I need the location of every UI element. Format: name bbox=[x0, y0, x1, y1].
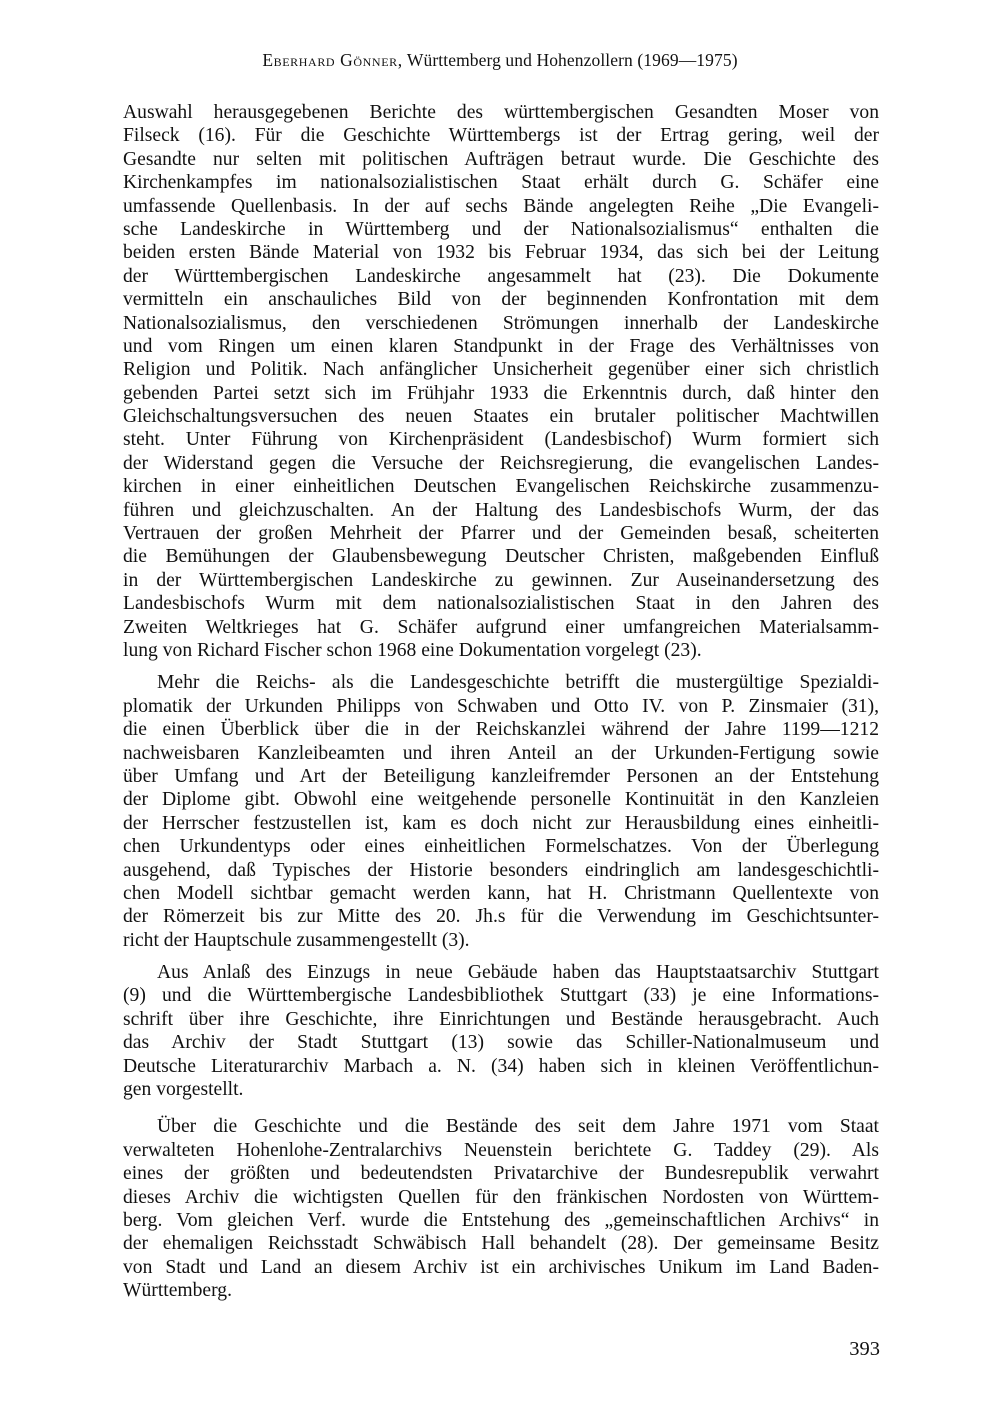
text-line: Württemberg. bbox=[123, 1280, 232, 1302]
text-line: lung von Richard Fischer schon 1968 eine Dokumentation vorgelegt (23). bbox=[123, 639, 702, 661]
paragraph-1 bbox=[123, 101, 879, 662]
text-line: der ehemaligen Reichsstadt Schwäbisch Hall behandelt (28). Der gemeinsame Besitz bbox=[123, 1233, 879, 1255]
text-line: (9) und die Württembergische Landesbibliothek Stuttgart (33) je eine Informations- bbox=[123, 985, 879, 1007]
text-line: chen Urkundentyps oder eines einheitlichen Formelschatzes. Von der Überlegung bbox=[123, 836, 879, 858]
running-head bbox=[0, 50, 1000, 71]
text-line: ausgehend, daß Typisches der Historie besonders eindringlich am landesgeschichtli- bbox=[123, 859, 879, 881]
text-line: der Römerzeit bis zur Mitte des 20. Jh.s für die Verwendung im Geschichtsunter- bbox=[123, 906, 879, 928]
text-line: in der Württembergischen Landeskirche zu gewinnen. Zur Auseinandersetzung des bbox=[123, 569, 879, 591]
text-line: gen vorgestellt. bbox=[123, 1079, 244, 1101]
text-line: von Stadt und Land an diesem Archiv ist ein archivisches Unikum im Land Baden- bbox=[123, 1256, 879, 1278]
text-line: Kirchenkampfes im nationalsozialistischen Staat erhält durch G. Schäfer eine bbox=[123, 172, 879, 194]
text-line: der Diplome gibt. Obwohl eine weitgehende personelle Kontinuität in den Kanzleien bbox=[123, 789, 879, 811]
text-line: das Archiv der Stadt Stuttgart (13) sowie das Schiller-Nationalmuseum und bbox=[123, 1032, 879, 1054]
text-line: berg. Vom gleichen Verf. wurde die Entstehung des „gemeinschaftlichen Archivs“ in bbox=[123, 1209, 879, 1231]
text-line: Deutsche Literaturarchiv Marbach a. N. (34) haben sich in kleinen Veröffentlichun- bbox=[123, 1055, 879, 1077]
text-line: Zweiten Weltkrieges hat G. Schäfer aufgrund einer umfangreichen Materialsamm- bbox=[123, 616, 879, 638]
text-line: umfassende Quellenbasis. In der auf sechs Bände angelegten Reihe „Die Evangeli- bbox=[123, 195, 879, 217]
text-line: vermitteln ein anschauliches Bild von der beginnenden Konfrontation mit dem bbox=[123, 289, 879, 311]
text-line: nachweisbaren Kanzleibeamten und ihren Anteil an der Urkunden-Fertigung sowie bbox=[123, 742, 879, 764]
text-line: führen und gleichzuschalten. An der Haltung des Landesbischofs Wurm, der das bbox=[123, 499, 879, 521]
text-line: gebenden Partei setzt sich im Frühjahr 1933 die Erkenntnis durch, daß hinter den bbox=[123, 382, 879, 404]
text-line: und vom Ringen um einen klaren Standpunkt in der Frage des Verhältnisses von bbox=[123, 335, 879, 357]
paragraph-spacing bbox=[123, 662, 879, 671]
text-line: chen Modell sichtbar gemacht werden kann, hat H. Christmann Quellentexte von bbox=[123, 882, 879, 904]
text-line: Mehr die Reichs- als die Landesgeschichte betrifft die mustergültige Spezialdi- bbox=[157, 672, 879, 694]
text-line: der Herrscher festzustellen ist, kam es doch nicht zur Herausbildung eines einheitli- bbox=[123, 812, 879, 834]
text-line: Auswahl herausgegebenen Berichte des württembergischen Gesandten Moser von bbox=[123, 102, 879, 123]
text-line: eines der größten und bedeutendsten Privatarchive der Bundesrepublik verwahrt bbox=[123, 1163, 879, 1185]
text-line: die einen Überblick über die in der Reichskanzlei während der Jahre 1199—1212 bbox=[123, 719, 879, 741]
text-line: Nationalsozialismus, den verschiedenen Strömungen innerhalb der Landeskirche bbox=[123, 312, 879, 334]
text-line: richt der Hauptschule zusammengestellt (3). bbox=[123, 929, 470, 951]
text-line: plomatik der Urkunden Philipps von Schwaben und Otto IV. von P. Zinsmaier (31), bbox=[123, 695, 879, 717]
text-line: steht. Unter Führung von Kirchenpräsident (Landesbischof) Wurm formiert sich bbox=[123, 429, 879, 451]
text-line: Filseck (16). Für die Geschichte Württembergs ist der Ertrag gering, weil der bbox=[123, 125, 879, 147]
text-line: sche Landeskirche in Württemberg und der Nationalsozialismus“ enthalten die bbox=[123, 218, 879, 240]
paragraph-spacing bbox=[123, 952, 879, 961]
paragraph-spacing bbox=[123, 1101, 879, 1115]
paragraph-4 bbox=[123, 1115, 879, 1302]
text-line: über Umfang und Art der Beteiligung kanzleifremder Personen an der Entstehung bbox=[123, 765, 879, 787]
text-line: Religion und Politik. Nach anfänglicher Unsicherheit gegenüber einer sich christlich bbox=[123, 359, 879, 381]
paragraph-2 bbox=[123, 671, 879, 952]
body-text bbox=[123, 101, 879, 1303]
text-line: Vertrauen der großen Mehrheit der Pfarrer und der Gemeinden besaß, scheiterten bbox=[123, 523, 879, 545]
text-line: Gesandte nur selten mit politischen Aufträgen betraut wurde. Die Geschichte des bbox=[123, 148, 879, 170]
text-line: der Württembergischen Landeskirche angesammelt hat (23). Die Dokumente bbox=[123, 265, 879, 287]
text-line: der Widerstand gegen die Versuche der Reichsregierung, die evangelischen Landes- bbox=[123, 452, 879, 474]
text-line: beiden ersten Bände Material von 1932 bis Februar 1934, das sich bei der Leitung bbox=[123, 242, 879, 264]
running-head-author: Eberhard Gönner, bbox=[262, 50, 403, 70]
text-line: Landesbischofs Wurm mit dem nationalsozialistischen Staat in den Jahren des bbox=[123, 593, 879, 615]
text-line: die Bemühungen der Glaubensbewegung Deutscher Christen, maßgebenden Einfluß bbox=[123, 546, 879, 568]
text-line: kirchen in einer einheitlichen Deutschen Evangelischen Reichskirche zusammenzu- bbox=[123, 476, 879, 498]
page-number: 393 bbox=[849, 1338, 880, 1360]
paragraph-3 bbox=[123, 961, 879, 1101]
running-head-title: Württemberg und Hohenzollern (1969—1975) bbox=[402, 50, 738, 70]
text-line: Gleichschaltungsversuchen des neuen Staates ein brutaler politischer Machtwillen bbox=[123, 406, 879, 428]
text-line: schrift über ihre Geschichte, ihre Einrichtungen und Bestände herausgebracht. Auch bbox=[123, 1008, 879, 1030]
text-line: Aus Anlaß des Einzugs in neue Gebäude haben das Hauptstaatsarchiv Stuttgart bbox=[157, 962, 879, 984]
text-line: verwalteten Hohenlohe-Zentralarchivs Neuenstein berichtete G. Taddey (29). Als bbox=[123, 1139, 879, 1161]
text-line: dieses Archiv die wichtigsten Quellen für den fränkischen Nordosten von Württem- bbox=[123, 1186, 879, 1208]
text-line: Über die Geschichte und die Bestände des seit dem Jahre 1971 vom Staat bbox=[157, 1116, 879, 1138]
